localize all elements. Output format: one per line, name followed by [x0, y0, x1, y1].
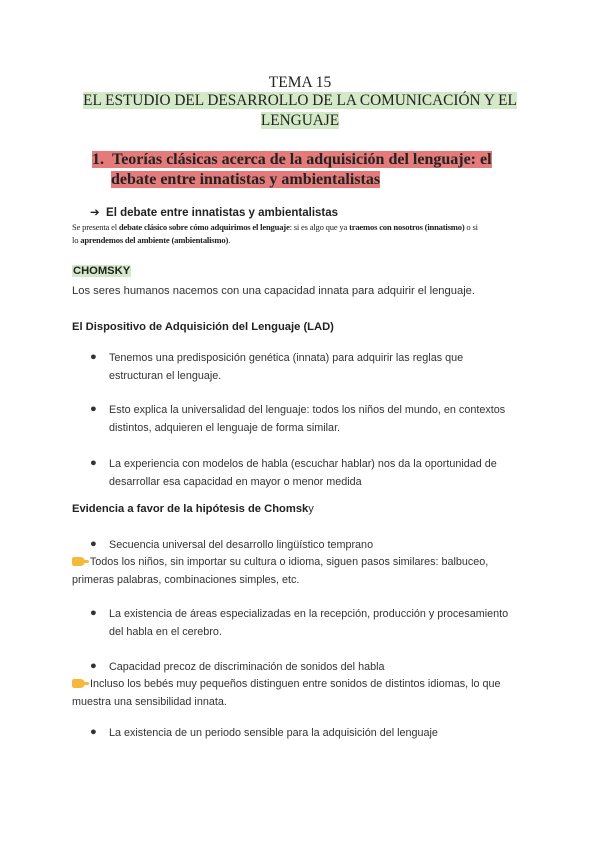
- list-item: La existencia de un periodo sensible para la adquisición del lenguaje: [109, 727, 438, 739]
- subsection-title: El debate entre innatistas y ambientalistas: [106, 207, 339, 219]
- bullet-icon: ●: [90, 607, 97, 619]
- list-item: Tenemos una predisposición genética (innata) para adquirir las reglas que estructuran el lenguaje.: [109, 352, 464, 382]
- list-item: Capacidad precoz de discriminación de sonidos del habla: [109, 661, 385, 673]
- section-number: 1.: [92, 151, 104, 168]
- section-title-line1: Teorías clásicas acerca de la adquisición del lenguaje: el: [112, 151, 492, 168]
- topic-number: TEMA 15: [268, 74, 332, 91]
- note-paragraph: Todos los niños, sin importar su cultura o idioma, siguen pasos similares: balbuceo, primeras palabras, combinaciones simples, etc.: [72, 556, 489, 586]
- main-title-line2: LENGUAJE: [260, 112, 340, 129]
- intro-paragraph: Se presenta el debate clásico sobre cómo adquirimos el lenguaje: si es algo que ya traemos con nosotros (innatismo) o si lo aprendemos del ambiente (ambientalismo).: [72, 222, 478, 245]
- list-item: Secuencia universal del desarrollo lingüístico temprano: [109, 539, 374, 551]
- main-title: [60, 91, 540, 131]
- bullet-icon: ●: [90, 726, 97, 738]
- list-item: La existencia de áreas especializadas en la recepción, producción y procesamiento del habla en el cerebro.: [109, 608, 509, 638]
- pointing-hand-icon: [72, 679, 85, 688]
- note-paragraph: Incluso los bebés muy pequeños distinguen entre sonidos de distintos idiomas, lo que muestra una sensibilidad innata.: [72, 678, 501, 708]
- lad-heading: El Dispositivo de Adquisición del Lenguaje (LAD): [72, 321, 334, 333]
- section-heading: [92, 150, 512, 190]
- chomsky-heading: CHOMSKY: [73, 265, 131, 277]
- section-title-line2: debate entre innatistas y ambientalistas: [111, 171, 381, 188]
- bullet-icon: ●: [90, 403, 97, 415]
- chomsky-intro: Los seres humanos nacemos con una capacidad innata para adquirir el lenguaje.: [72, 285, 476, 297]
- bullet-icon: ●: [90, 351, 97, 363]
- arrow-icon: ➔: [90, 207, 100, 219]
- main-title-line1: EL ESTUDIO DEL DESARROLLO DE LA COMUNICACIÓN Y EL: [83, 92, 517, 109]
- bullet-icon: ●: [90, 538, 97, 550]
- pointing-hand-icon: [72, 557, 85, 566]
- subsection-heading: [90, 205, 338, 219]
- evidence-heading: Evidencia a favor de la hipótesis de Chomsky: [72, 503, 314, 515]
- bullet-icon: ●: [90, 457, 97, 469]
- bullet-icon: ●: [90, 660, 97, 672]
- list-item: Esto explica la universalidad del lenguaje: todos los niños del mundo, en contextos distintos, adquieren el lenguaje de forma similar.: [109, 404, 506, 434]
- list-item: La experiencia con modelos de habla (escuchar hablar) nos da la oportunidad de desarrollar esa capacidad en mayor o menor medida: [109, 458, 497, 488]
